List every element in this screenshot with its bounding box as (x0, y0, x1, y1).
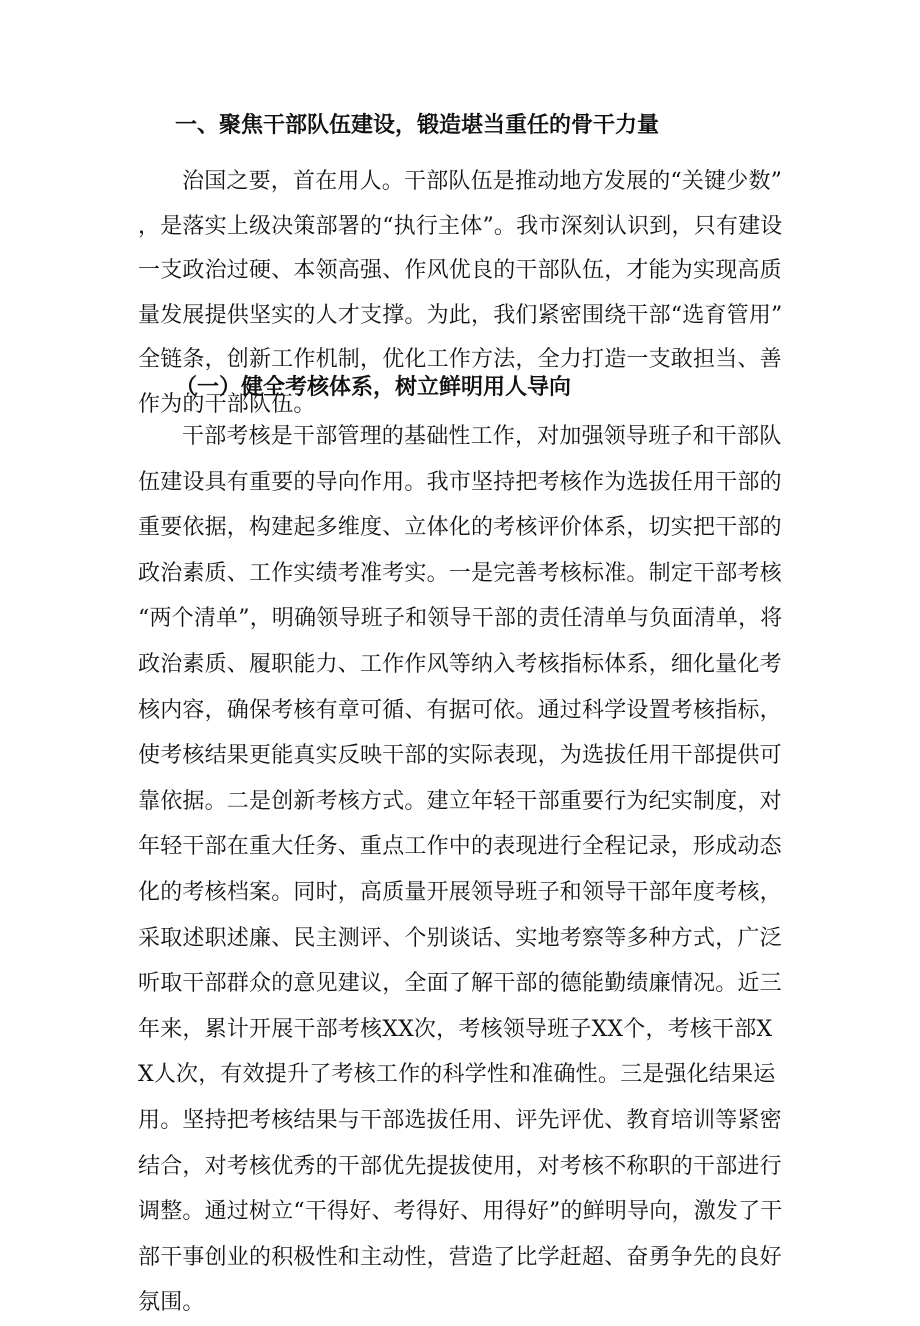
body-paragraph: 干部考核是干部管理的基础性工作，对加强领导班子和干部队伍建设具有重要的导向作用。我市坚持把考核作为选拔任用干部的重要依据，构建起多维度、立体化的考核评价体系，切实把干部的政治素质、工作实绩考准考实。一是完善考核标准。制定干部考核“两个清单”，明确领导班子和领导干部的责任清单与负面清单，将政治素质、履职能力、工作作风等纳入考核指标体系，细化量化考核内容，确保考核有章可循、有据可依。通过科学设置考核指标，使考核结果更能真实反映干部的实际表现，为选拔任用干部提供可靠依据。二是创新考核方式。建立年轻干部重要行为纪实制度，对年轻干部在重大任务、重点工作中的表现进行全程记录，形成动态化的考核档案。同时，高质量开展领导班子和领导干部年度考核，采取述职述廉、民主测评、个别谈话、实地考察等多种方式，广泛听取干部群众的意见建议，全面了解干部的德能勤绩廉情况。近三年来，累计开展干部考核XX次，考核领导班子XX个，考核干部XX人次，有效提升了考核工作的科学性和准确性。三是强化结果运用。坚持把考核结果与干部选拔任用、评先评优、教育培训等紧密结合，对考核优秀的干部优先提拔使用，对考核不称职的干部进行调整。通过树立“干得好、考得好、用得好”的鲜明导向，激发了干部干事创业的积极性和主动性，营造了比学赶超、奋勇争先的良好氛围。 (138, 424, 783, 1316)
subsection-heading: （一）健全考核体系，树立鲜明用人导向 (175, 374, 572, 400)
intro-paragraph: 治国之要，首在用人。干部队伍是推动地方发展的“关键少数”，是落实上级决策部署的“执行主体”。我市深刻认识到，只有建设一支政治过硬、本领高强、作风优良的干部队伍，才能为实现高质量发展提供坚实的人才支撑。为此，我们紧密围绕干部“选育管用”全链条，创新工作机制，优化工作方法，全力打造一支敢担当、善作为的干部队伍。 (138, 169, 783, 417)
section-heading: 一、聚焦干部队伍建设，锻造堪当重任的骨干力量 (175, 112, 660, 138)
